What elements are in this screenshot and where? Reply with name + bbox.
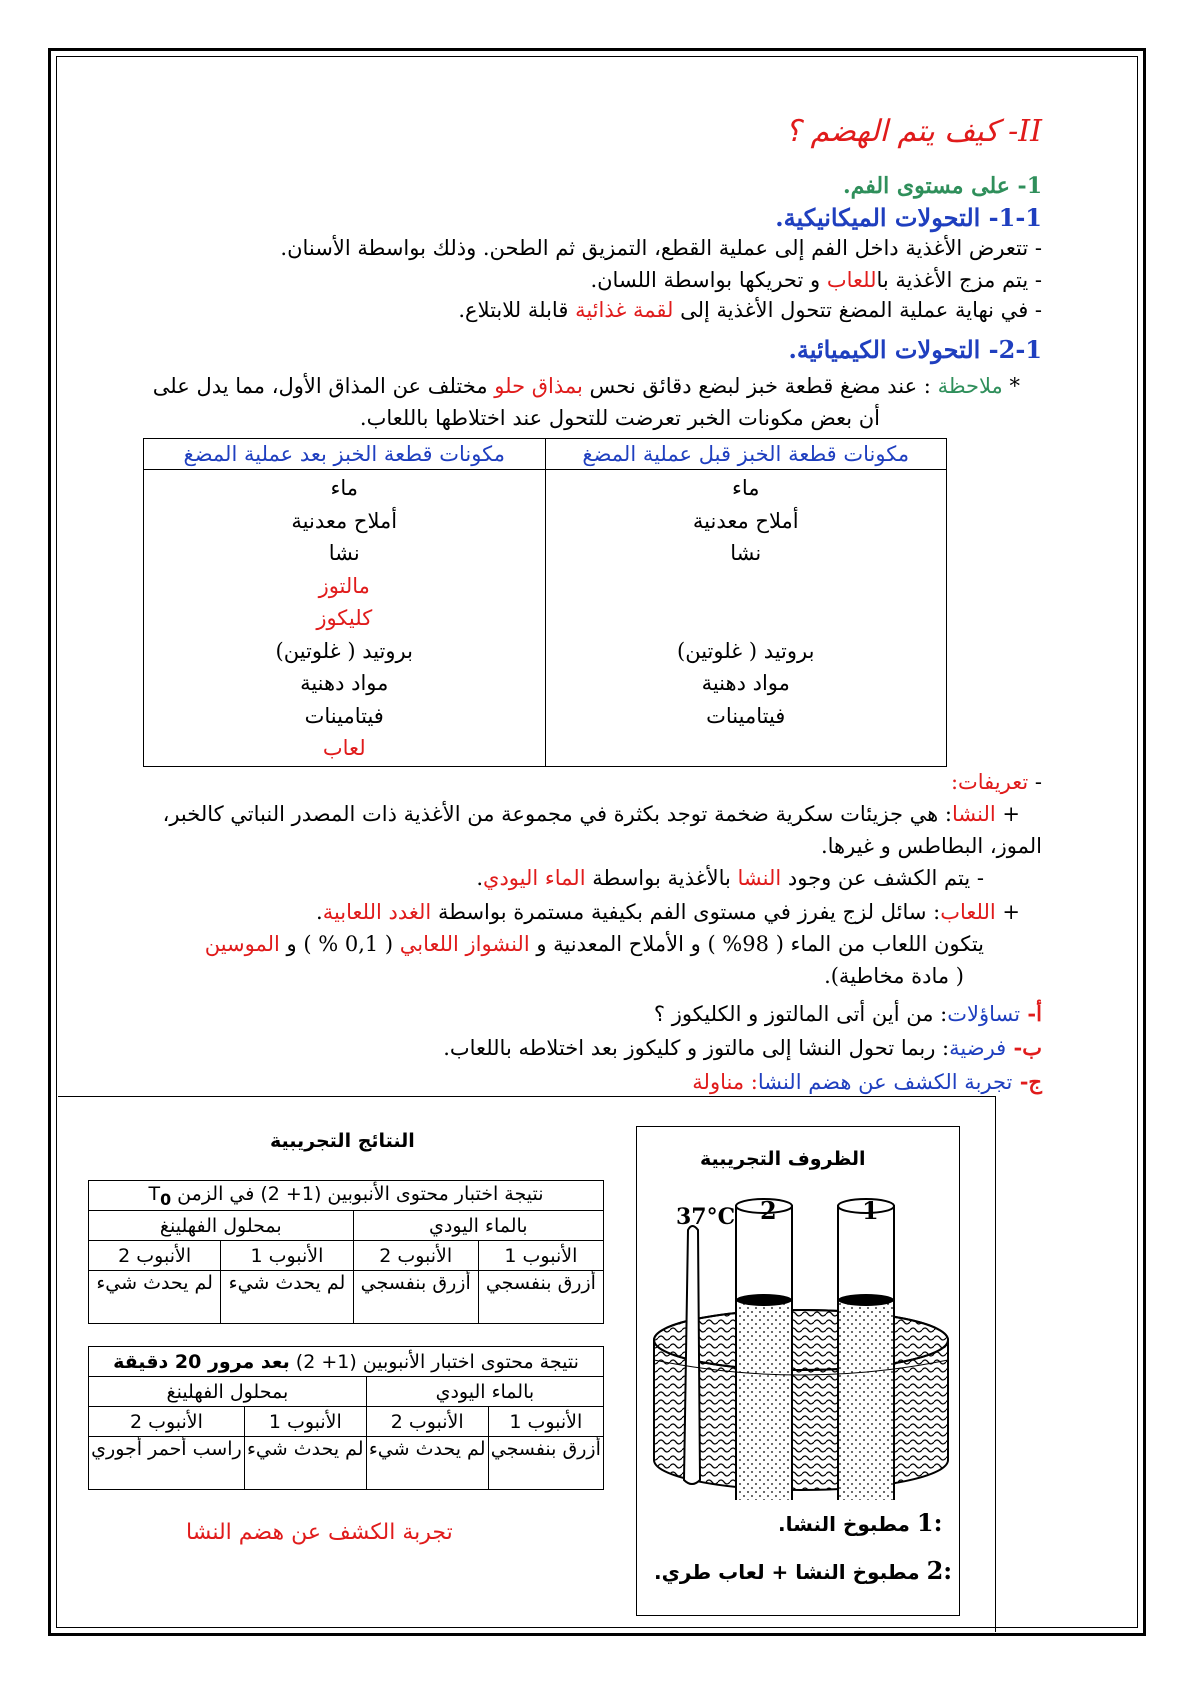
component-item: ماء <box>330 476 359 500</box>
legend-2: :2 مطبوخ النشا + لعاب طري. <box>654 1556 953 1585</box>
t0-result-3: لم يحدث شيء <box>221 1271 353 1324</box>
component-item: فيتامينات <box>304 703 384 728</box>
saliva-composition: يتكون اللعاب من الماء ( 98% ) و الأملاح المعدنية و النشواز اللعابي ( 0,1 % ) و الموسين <box>204 932 984 956</box>
starch-detection: - يتم الكشف عن وجود النشا بالأغذية بواسطة الماء اليودي. <box>476 866 984 890</box>
test-tube-1 <box>838 1199 894 1500</box>
t0-result-1: أزرق بنفسجي <box>478 1271 603 1324</box>
results-table-t20 <box>88 1346 604 1490</box>
results-table-t0 <box>88 1180 604 1324</box>
component-item: مواد دهنية <box>701 671 790 695</box>
mucin-note: ( مادة مخاطية). <box>824 964 964 988</box>
component-item: أملاح معدنية <box>692 508 799 533</box>
tube-2-label: 2 <box>760 1196 777 1225</box>
test-tube-2 <box>736 1199 792 1500</box>
t0-tube2-iodine: الأنبوب 2 <box>353 1241 478 1271</box>
component-item: بروتيد ( غلوتين) <box>677 638 815 663</box>
t20-tube1-iodine: الأنبوب 1 <box>488 1407 603 1437</box>
question-b: ب- فرضية: ربما تحول النشا إلى مالتوز و كليكوز بعد اختلاطه باللعاب. <box>443 1035 1042 1060</box>
t20-result-1: أزرق بنفسجي <box>488 1437 603 1490</box>
t0-iodine-header: بالماء اليودي <box>353 1211 603 1241</box>
components-after <box>144 470 546 767</box>
header-after-chewing: مكونات قطعة الخبز بعد عملية المضغ <box>144 439 546 470</box>
t20-tube2-fehling: الأنبوب 2 <box>89 1407 245 1437</box>
bread-components-table <box>143 438 947 767</box>
note-line-2: أن بعض مكونات الخبر تعرضت للتحول عند اختلاطها باللعاب. <box>359 406 880 430</box>
section-title: II- كيف يتم الهضم ؟ <box>785 114 1042 149</box>
t0-result-4: لم يحدث شيء <box>89 1271 221 1324</box>
water-bath-diagram <box>646 1190 956 1500</box>
t0-caption: نتيجة اختبار محتوى الأنبوبين (1+ 2) في الزمن $T_0$ <box>89 1181 604 1211</box>
thermometer <box>684 1226 700 1484</box>
t20-fehling-header: بمحلول الفهلينغ <box>89 1377 367 1407</box>
t0-tube1-iodine: الأنبوب 1 <box>478 1241 603 1271</box>
component-item: فيتامينات <box>706 703 786 728</box>
t0-tube1-fehling: الأنبوب 1 <box>221 1241 353 1271</box>
t0-fehling-header: بمحلول الفهلينغ <box>89 1211 354 1241</box>
component-item: لعاب <box>322 736 366 760</box>
mech-line-3: - في نهاية عملية المضغ تتحول الأغذية إلى لقمة غذائية قابلة للابتلاع. <box>458 298 1042 322</box>
t20-iodine-header: بالماء اليودي <box>366 1377 603 1407</box>
conditions-title: الظروف التجريبية <box>700 1148 866 1170</box>
tube-1-label: 1 <box>862 1196 879 1225</box>
definitions-title: - تعريفات: <box>950 770 1042 794</box>
component-item: ماء <box>731 476 760 500</box>
starch-definition-1: + النشا: هي جزيئات سكرية ضخمة توجد بكثرة في مجموعة من الأغذية ذات المصدر النباتي كالخبر، <box>162 802 1020 826</box>
component-item <box>547 570 946 603</box>
component-item: نشا <box>730 541 762 565</box>
component-item: بروتيد ( غلوتين) <box>275 638 413 663</box>
temperature-label: 37°C <box>676 1204 736 1230</box>
experiment-caption: تجربة الكشف عن هضم النشا <box>186 1520 453 1545</box>
subtitle-chemical: 2-1- التحولات الكيميائية. <box>788 335 1042 364</box>
note-line-1: * ملاحظة : عند مضغ قطعة خبز لبضع دقائق نحس بمذاق حلو مختلف عن المذاق الأول، مما يدل على <box>152 374 1020 398</box>
results-title: النتائج التجريبية <box>270 1130 415 1152</box>
component-item <box>547 602 946 635</box>
t20-result-4: راسب أحمر أجوري <box>89 1437 245 1490</box>
starch-definition-2: الموز، البطاطس و غيرها. <box>820 834 1042 858</box>
t20-caption: نتيجة محتوى اختبار الأنبوبين (1+ 2) بعد مرور 20 دقيقة <box>89 1347 604 1377</box>
subtitle-mechanical: 1-1- التحولات الميكانيكية. <box>775 203 1042 232</box>
mech-line-2: - يتم مزج الأغذية باللعاب و تحريكها بواسطة اللسان. <box>590 268 1042 292</box>
component-item: مواد دهنية <box>300 671 389 695</box>
t20-result-3: لم يحدث شيء <box>244 1437 366 1490</box>
component-item: مالتوز <box>318 573 370 598</box>
mech-line-1: - تتعرض الأغذية داخل الفم إلى عملية القطع، التمزيق ثم الطحن. وذلك بواسطة الأسنان. <box>280 236 1042 260</box>
t20-tube2-iodine: الأنبوب 2 <box>366 1407 488 1437</box>
legend-1: :1 مطبوخ النشا. <box>778 1508 943 1537</box>
question-a: أ- تساؤلات: من أين أتى المالتوز و الكليكوز ؟ <box>653 1001 1042 1026</box>
t0-result-2: أزرق بنفسجي <box>353 1271 478 1324</box>
question-c: ج- تجربة الكشف عن هضم النشا: مناولة <box>692 1069 1042 1094</box>
component-item: نشا <box>328 541 360 565</box>
t20-result-2: لم يحدث شيء <box>366 1437 488 1490</box>
saliva-definition: + اللعاب: سائل لزج يفرز في مستوى الفم بكيفية مستمرة بواسطة الغدد اللعابية. <box>316 900 1020 924</box>
header-before-chewing: مكونات قطعة الخبز قبل عملية المضغ <box>545 439 947 470</box>
subtitle-mouth: 1- على مستوى الفم. <box>842 173 1042 199</box>
component-item: أملاح معدنية <box>291 508 398 533</box>
t0-tube2-fehling: الأنبوب 2 <box>89 1241 221 1271</box>
components-before <box>545 470 947 767</box>
component-item: كليكوز <box>316 606 373 630</box>
t20-tube1-fehling: الأنبوب 1 <box>244 1407 366 1437</box>
